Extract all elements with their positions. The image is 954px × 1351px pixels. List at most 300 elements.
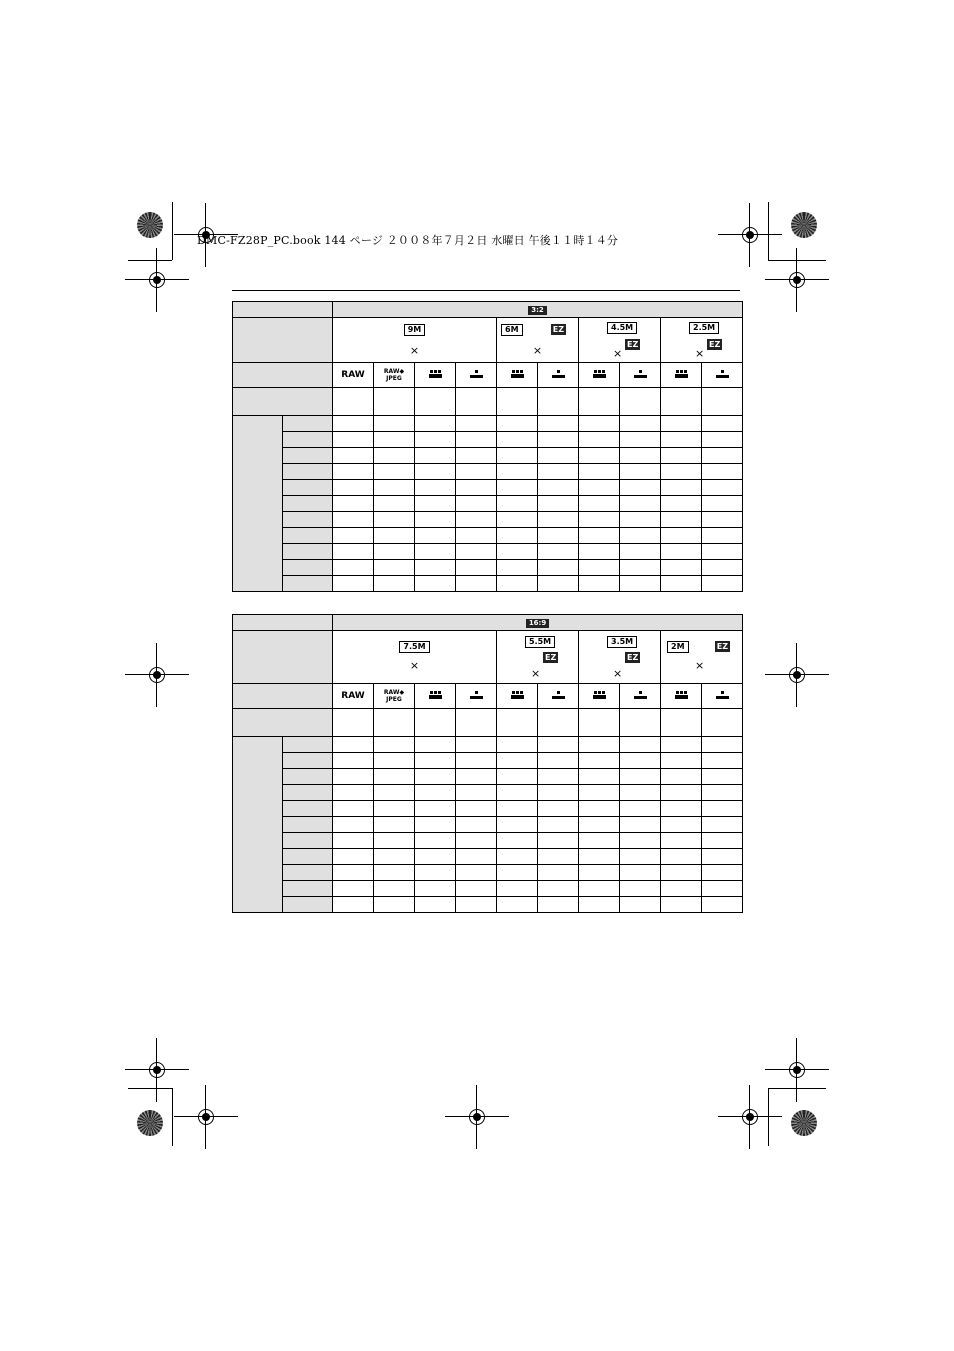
registration-mark [785, 268, 809, 292]
quality-fine-icon [661, 363, 702, 388]
capacity-rows [233, 737, 743, 913]
data-cell [661, 769, 702, 785]
data-cell [456, 432, 497, 448]
data-cell [620, 560, 661, 576]
capacity-row-label [283, 432, 333, 448]
data-cell [661, 833, 702, 849]
data-cell [702, 576, 743, 592]
data-cell [702, 849, 743, 865]
ez-icon: EZ [552, 325, 564, 334]
times-mark: × [613, 667, 623, 680]
capacity-row-label [283, 496, 333, 512]
color-rosette [137, 1110, 163, 1136]
quality-fine-icon [497, 684, 538, 709]
data-cell [620, 897, 661, 913]
quality-raw: RAW [333, 363, 374, 388]
data-cell [415, 785, 456, 801]
data-cell [374, 448, 415, 464]
data-cell [661, 528, 702, 544]
data-cell [579, 496, 620, 512]
data-cell [456, 480, 497, 496]
data-cell [415, 388, 456, 416]
file-size-label [233, 388, 333, 416]
data-cell [538, 480, 579, 496]
data-cell [538, 769, 579, 785]
data-cell [497, 388, 538, 416]
data-cell [415, 480, 456, 496]
data-cell [538, 388, 579, 416]
capacity-row-label [283, 448, 333, 464]
registration-mark [194, 1105, 218, 1129]
times-mark: × [532, 344, 543, 357]
data-cell [620, 464, 661, 480]
data-cell [333, 709, 374, 737]
data-cell [333, 544, 374, 560]
data-cell [415, 709, 456, 737]
table-row [233, 865, 743, 881]
data-cell [415, 737, 456, 753]
data-cell [702, 833, 743, 849]
data-cell [374, 785, 415, 801]
data-cell [620, 817, 661, 833]
data-cell [415, 544, 456, 560]
data-cell [497, 817, 538, 833]
quality-raw-jpeg: RAW◆ JPEG [374, 684, 415, 709]
data-cell [333, 801, 374, 817]
table-row [233, 448, 743, 464]
data-cell [538, 432, 579, 448]
registration-mark [465, 1105, 489, 1129]
data-cell [374, 544, 415, 560]
quality-fine-icon [415, 363, 456, 388]
data-cell [497, 737, 538, 753]
data-cell [538, 512, 579, 528]
quality-fine-icon [579, 684, 620, 709]
pixel-group [579, 631, 661, 684]
quality-standard-icon [538, 684, 579, 709]
data-cell [620, 801, 661, 817]
data-cell [579, 817, 620, 833]
data-cell [620, 576, 661, 592]
pixel-header-label [233, 631, 333, 684]
aspect-ratio-header [333, 302, 743, 318]
data-cell [538, 833, 579, 849]
pixel-group [333, 631, 497, 684]
data-cell [579, 544, 620, 560]
capacity-row-label [283, 737, 333, 753]
capacity-row-label [283, 881, 333, 897]
data-cell [374, 849, 415, 865]
data-cell [538, 560, 579, 576]
data-cell [620, 785, 661, 801]
data-cell [456, 388, 497, 416]
color-rosette [137, 212, 163, 238]
data-cell [661, 448, 702, 464]
quality-fine-icon [497, 363, 538, 388]
data-cell [702, 560, 743, 576]
data-cell [579, 881, 620, 897]
data-cell [374, 480, 415, 496]
data-cell [497, 769, 538, 785]
data-cell [374, 576, 415, 592]
data-cell [579, 865, 620, 881]
data-cell [702, 897, 743, 913]
data-cell [702, 881, 743, 897]
data-cell [333, 897, 374, 913]
table-row [233, 464, 743, 480]
data-cell [333, 512, 374, 528]
data-cell [374, 496, 415, 512]
capacity-row-label [283, 544, 333, 560]
data-cell [415, 881, 456, 897]
data-cell [374, 833, 415, 849]
data-cell [661, 897, 702, 913]
data-cell [333, 528, 374, 544]
data-cell [661, 817, 702, 833]
data-cell [497, 416, 538, 432]
data-cell [374, 769, 415, 785]
data-cell [538, 897, 579, 913]
data-cell [661, 388, 702, 416]
data-cell [538, 528, 579, 544]
crop-mark [768, 1088, 769, 1146]
data-cell [620, 416, 661, 432]
data-cell [538, 865, 579, 881]
crop-mark [172, 1088, 173, 1146]
color-rosette [791, 212, 817, 238]
table-row [233, 881, 743, 897]
data-cell [661, 512, 702, 528]
capacity-row-label [283, 753, 333, 769]
data-cell [702, 512, 743, 528]
data-cell [497, 801, 538, 817]
table-row [233, 801, 743, 817]
picture-size-6m-icon: 6M [501, 324, 523, 336]
data-cell [661, 753, 702, 769]
data-cell [333, 480, 374, 496]
data-cell [702, 480, 743, 496]
crop-mark [768, 202, 769, 260]
data-cell [456, 881, 497, 897]
data-cell [333, 464, 374, 480]
color-rosette [791, 1110, 817, 1136]
data-cell [456, 753, 497, 769]
ez-icon: EZ [709, 340, 721, 349]
table-row [233, 432, 743, 448]
table-row [233, 576, 743, 592]
data-cell [661, 432, 702, 448]
spec-table-3-2 [232, 301, 743, 592]
data-cell [456, 448, 497, 464]
data-cell [497, 464, 538, 480]
data-cell [497, 512, 538, 528]
data-cell [579, 560, 620, 576]
aspect-16-9-icon: 16:9 [526, 619, 549, 628]
data-cell [579, 801, 620, 817]
registration-mark [145, 663, 169, 687]
picture-size-2-5m-icon: 2.5M [689, 322, 719, 334]
table-row [233, 785, 743, 801]
data-cell [333, 769, 374, 785]
data-cell [538, 801, 579, 817]
capacity-group-label [233, 737, 283, 913]
data-cell [579, 528, 620, 544]
data-cell [702, 416, 743, 432]
data-cell [415, 576, 456, 592]
capacity-row-label [283, 785, 333, 801]
data-cell [333, 416, 374, 432]
data-cell [415, 833, 456, 849]
picture-size-4-5m-icon: 4.5M [607, 322, 637, 334]
data-cell [415, 416, 456, 432]
data-cell [620, 544, 661, 560]
data-cell [456, 528, 497, 544]
data-cell [538, 576, 579, 592]
ez-icon: EZ [627, 653, 639, 662]
data-cell [579, 833, 620, 849]
data-cell [538, 416, 579, 432]
crop-mark [768, 260, 826, 261]
corner-cell [233, 615, 333, 631]
data-cell [415, 753, 456, 769]
data-cell [456, 512, 497, 528]
data-cell [620, 769, 661, 785]
data-cell [333, 737, 374, 753]
quality-standard-icon [538, 363, 579, 388]
data-cell [374, 528, 415, 544]
data-cell [374, 897, 415, 913]
print-header: DMC-FZ28P_PC.book 144 ページ ２００８年７月２日 水曜日 午後１１時１４分 [197, 234, 619, 247]
data-cell [497, 432, 538, 448]
data-cell [661, 849, 702, 865]
data-cell [333, 388, 374, 416]
data-cell [415, 817, 456, 833]
table-row [233, 849, 743, 865]
data-cell [579, 769, 620, 785]
data-cell [456, 785, 497, 801]
data-cell [538, 464, 579, 480]
data-cell [456, 544, 497, 560]
data-cell [702, 785, 743, 801]
capacity-rows [233, 416, 743, 592]
quality-standard-icon [456, 363, 497, 388]
data-cell [538, 709, 579, 737]
capacity-row-label [283, 865, 333, 881]
times-mark: × [695, 659, 705, 672]
data-cell [497, 576, 538, 592]
data-cell [333, 496, 374, 512]
capacity-row-label [283, 480, 333, 496]
data-cell [661, 496, 702, 512]
data-cell [702, 865, 743, 881]
data-cell [456, 496, 497, 512]
data-cell [538, 448, 579, 464]
data-cell [497, 785, 538, 801]
data-cell [620, 448, 661, 464]
data-cell [374, 464, 415, 480]
data-cell [497, 833, 538, 849]
data-cell [538, 817, 579, 833]
data-cell [620, 881, 661, 897]
table-row [233, 528, 743, 544]
capacity-row-label [283, 416, 333, 432]
ez-icon: EZ [716, 642, 729, 651]
data-cell [415, 865, 456, 881]
data-cell [661, 464, 702, 480]
registration-mark [785, 663, 809, 687]
crop-mark [128, 1088, 172, 1089]
data-cell [579, 785, 620, 801]
quality-standard-icon [702, 684, 743, 709]
data-cell [661, 480, 702, 496]
times-mark: × [409, 659, 420, 672]
table-row [233, 737, 743, 753]
quality-fine-icon [579, 363, 620, 388]
picture-size-5-5m-icon: 5.5M [525, 636, 555, 648]
table-row [233, 496, 743, 512]
data-cell [374, 512, 415, 528]
quality-header-label [233, 363, 333, 388]
data-cell [456, 801, 497, 817]
quality-standard-icon [620, 363, 661, 388]
capacity-row-label [283, 528, 333, 544]
data-cell [333, 576, 374, 592]
data-cell [579, 388, 620, 416]
data-cell [702, 496, 743, 512]
data-cell [497, 448, 538, 464]
pixel-group [497, 631, 579, 684]
data-cell [456, 560, 497, 576]
data-cell [579, 849, 620, 865]
data-cell [415, 448, 456, 464]
crop-mark [172, 202, 173, 260]
data-cell [579, 753, 620, 769]
data-cell [661, 881, 702, 897]
data-cell [415, 496, 456, 512]
capacity-row-label [283, 769, 333, 785]
quality-standard-icon [702, 363, 743, 388]
data-cell [661, 560, 702, 576]
data-cell [497, 881, 538, 897]
data-cell [374, 753, 415, 769]
registration-mark [738, 1105, 762, 1129]
table-row [233, 833, 743, 849]
pixel-header-label [233, 318, 333, 363]
table-row [233, 544, 743, 560]
table-row [233, 480, 743, 496]
data-cell [620, 737, 661, 753]
pixel-group [497, 318, 579, 363]
data-cell [333, 785, 374, 801]
data-cell [579, 416, 620, 432]
data-cell [497, 753, 538, 769]
capacity-row-label [283, 560, 333, 576]
quality-header-label [233, 684, 333, 709]
data-cell [661, 801, 702, 817]
data-cell [415, 897, 456, 913]
capacity-row-label [283, 849, 333, 865]
capacity-row-label [283, 576, 333, 592]
pixel-group [333, 318, 497, 363]
spec-table-16-9 [232, 614, 743, 913]
data-cell [333, 560, 374, 576]
capacity-row-label [283, 817, 333, 833]
table-row [233, 512, 743, 528]
data-cell [620, 480, 661, 496]
data-cell [620, 388, 661, 416]
data-cell [497, 709, 538, 737]
data-cell [538, 849, 579, 865]
data-cell [374, 801, 415, 817]
data-cell [374, 709, 415, 737]
data-cell [620, 833, 661, 849]
data-cell [579, 737, 620, 753]
data-cell [333, 881, 374, 897]
data-cell [333, 817, 374, 833]
data-cell [333, 865, 374, 881]
table-row [233, 753, 743, 769]
data-cell [415, 464, 456, 480]
registration-mark [145, 268, 169, 292]
data-cell [702, 769, 743, 785]
data-cell [702, 388, 743, 416]
data-cell [538, 753, 579, 769]
data-cell [456, 865, 497, 881]
data-cell [374, 388, 415, 416]
data-cell [497, 560, 538, 576]
table-row [233, 897, 743, 913]
picture-size-2m-icon: 2M [667, 641, 689, 653]
data-cell [579, 897, 620, 913]
data-cell [456, 737, 497, 753]
table-row [233, 416, 743, 432]
data-cell [702, 464, 743, 480]
data-cell [620, 849, 661, 865]
data-cell [374, 432, 415, 448]
data-cell [661, 544, 702, 560]
data-cell [620, 512, 661, 528]
data-cell [456, 833, 497, 849]
data-cell [661, 709, 702, 737]
quality-fine-icon [415, 684, 456, 709]
data-cell [333, 448, 374, 464]
data-cell [456, 464, 497, 480]
data-cell [415, 769, 456, 785]
picture-size-3-5m-icon: 3.5M [607, 636, 637, 648]
data-cell [333, 432, 374, 448]
table-row [233, 817, 743, 833]
pixel-group [579, 318, 661, 363]
crop-mark [768, 1088, 826, 1089]
times-mark: × [695, 347, 705, 360]
data-cell [374, 560, 415, 576]
aspect-ratio-header [333, 615, 743, 631]
capacity-row-label [283, 512, 333, 528]
table-row [233, 560, 743, 576]
registration-mark [145, 1058, 169, 1082]
picture-size-7-5m-icon: 7.5M [399, 641, 429, 653]
file-size-label [233, 709, 333, 737]
data-cell [620, 709, 661, 737]
times-mark: × [613, 347, 623, 360]
data-cell [456, 849, 497, 865]
data-cell [702, 801, 743, 817]
capacity-row-label [283, 464, 333, 480]
data-cell [579, 448, 620, 464]
capacity-row-label [283, 897, 333, 913]
data-cell [456, 576, 497, 592]
data-cell [579, 480, 620, 496]
